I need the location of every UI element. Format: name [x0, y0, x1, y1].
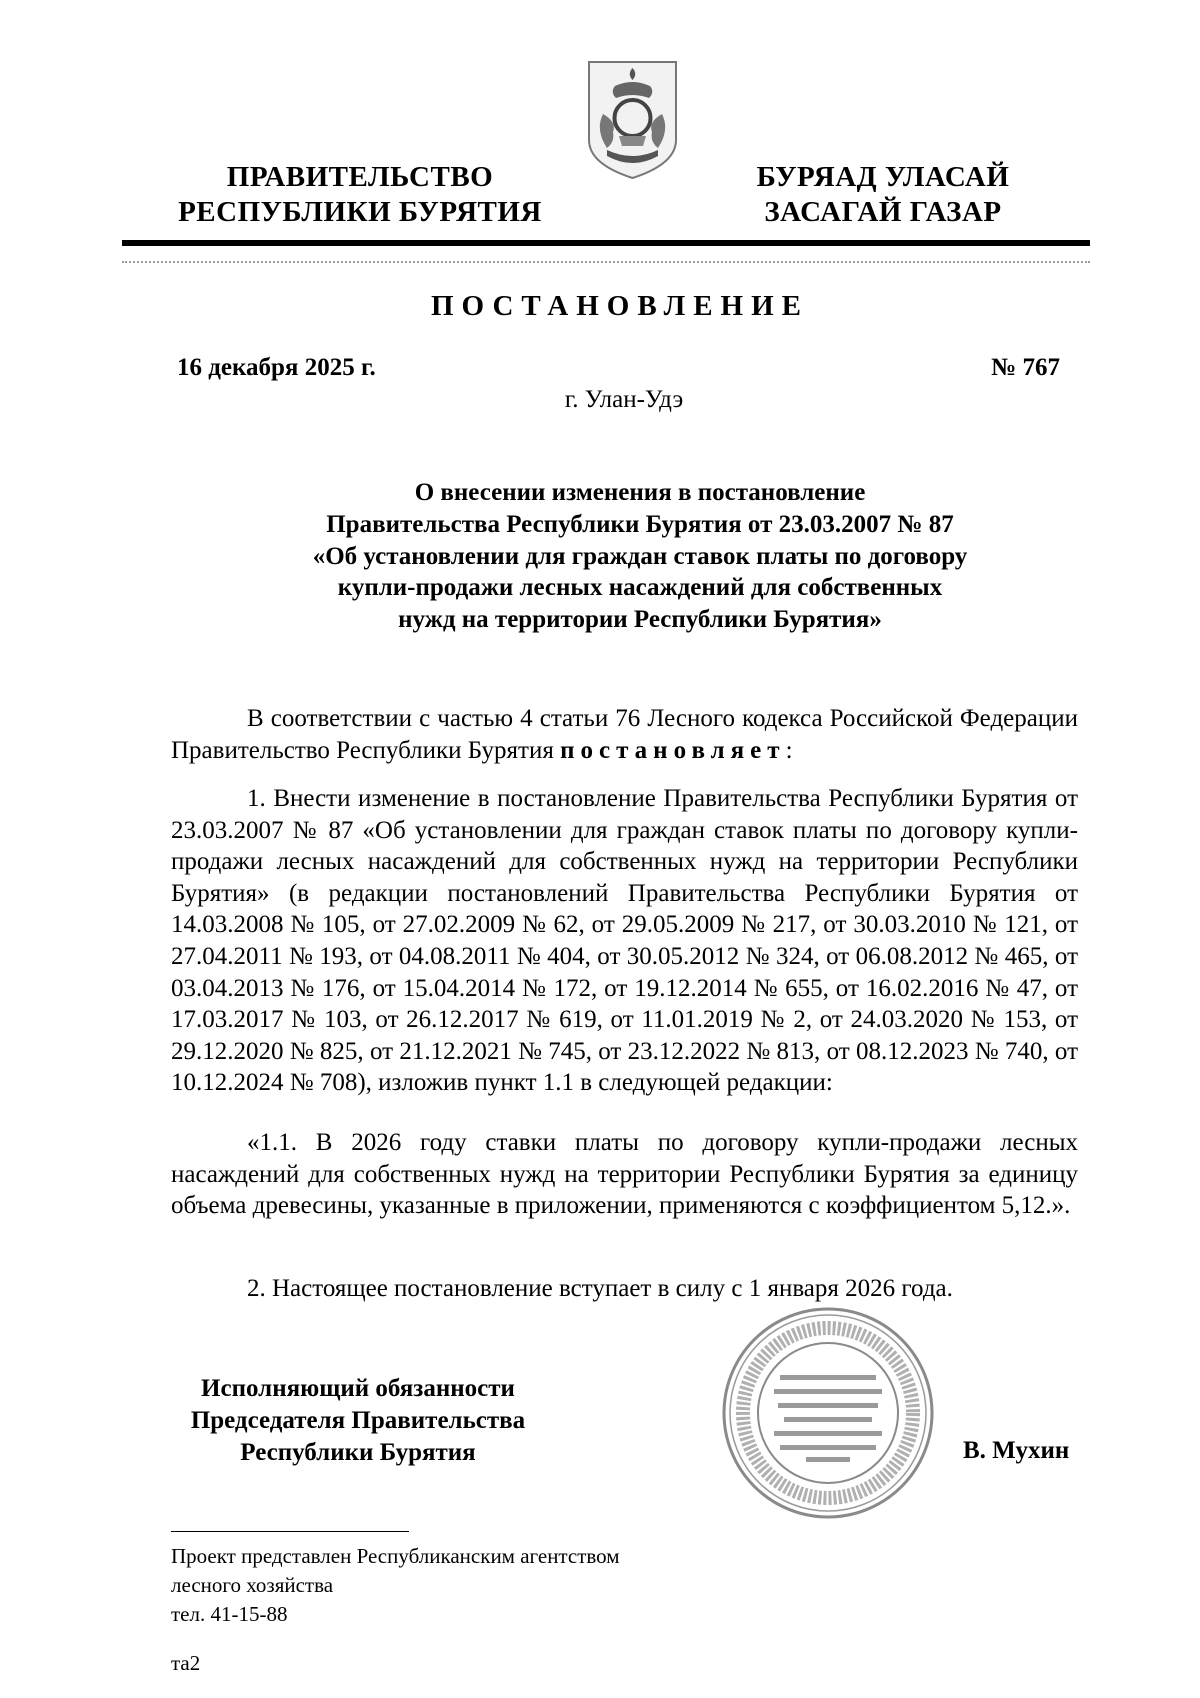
title-line: купли-продажи лесных насаждений для собственных	[337, 574, 943, 602]
signatory-name: В. Мухин	[963, 1437, 1070, 1464]
clause-1-paragraph: 1. Внести изменение в постановление Правительства Республики Бурятия от 23.03.2007 № 87 «Об установлении для граждан ставок платы по договору купли-продажи лесных насаждений для собственных нужд на территории Республики Бурятия» (в редакции постановлений Правительства Республики Бурятия от 14.03.2008 № 105, от 27.02.2009 № 62, от 29.05.2009 № 217, от 30.03.2010 № 121, от 27.04.2011 № 193, от 04.08.2011 № 404, от 30.05.2012 № 324, от 06.08.2012 № 465, от 03.04.2013 № 176, от 15.04.2014 № 172, от 19.12.2014 № 655, от 16.02.2016 № 47, от 17.03.2017 № 103, от 26.12.2017 № 619, от 11.01.2019 № 2, от 24.03.2020 № 153, от 29.12.2020 № 825, от 21.12.2021 № 745, от 23.12.2022 № 813, от 08.12.2023 № 740, от 10.12.2024 № 708), изложив пункт 1.1 в следующей редакции:	[171, 785, 1078, 1097]
footer-code: та2	[171, 1651, 201, 1675]
footer-note	[171, 1542, 620, 1629]
gov-ru-line: РЕСПУБЛИКИ БУРЯТИЯ	[178, 196, 542, 228]
preamble-text: В соответствии с частью 4 статьи 76 Лесного кодекса Российской Федерации Правительство Республики Бурятия	[171, 705, 1078, 764]
title-line: О внесении изменения в постановление	[414, 479, 866, 506]
footer-divider	[171, 1531, 409, 1532]
clause-1-1-paragraph: «1.1. В 2026 году ставки платы по договору купли-продажи лесных насаждений для собственных нужд на территории Республики Бурятия за единицу объема древесины, указанные в приложении, применяются с коэффициентом 5,12.».	[171, 1129, 1078, 1220]
footer-line: тел. 41-15-88	[171, 1602, 288, 1626]
role-line: Исполняющий обязанности	[201, 1375, 515, 1402]
government-name-buryat	[738, 160, 1028, 230]
coat-of-arms-icon	[585, 52, 680, 180]
clause-2-paragraph: 2. Настоящее постановление вступает в силу с 1 января 2026 года.	[247, 1275, 953, 1302]
document-date: 16 декабря 2025 г.	[177, 354, 376, 381]
resolves-keyword: постановляет	[560, 736, 786, 764]
document-type: ПОСТАНОВЛЕНИЕ	[430, 290, 809, 322]
document-number: № 767	[991, 354, 1060, 381]
title-line: Правительства Республики Бурятия от 23.03.2007 № 87	[326, 510, 954, 538]
gov-bur-line: ЗАСАГАЙ ГАЗАР	[764, 196, 1002, 228]
preamble-colon: :	[785, 736, 793, 764]
role-line: Республики Бурятия	[240, 1439, 476, 1466]
footer-line: Проект представлен Республиканским агентством	[171, 1544, 620, 1568]
role-line: Председателя Правительства	[190, 1407, 526, 1434]
preamble-paragraph	[171, 703, 1078, 766]
gov-ru-line: ПРАВИТЕЛЬСТВО	[226, 161, 494, 193]
gov-bur-line: БУРЯАД УЛАСАЙ	[756, 161, 1010, 193]
footer-line: лесного хозяйства	[171, 1573, 334, 1597]
document-title	[200, 477, 1080, 636]
title-line: нужд на территории Республики Бурятия»	[398, 606, 882, 634]
government-name-russian	[170, 160, 550, 230]
document-city: г. Улан-Удэ	[564, 386, 684, 413]
title-line: «Об установлении для граждан ставок платы по договору	[312, 542, 968, 570]
signatory-role	[168, 1373, 548, 1469]
header-divider-thick	[122, 240, 1090, 246]
official-seal-icon	[718, 1303, 938, 1523]
header-divider-thin	[122, 261, 1090, 263]
